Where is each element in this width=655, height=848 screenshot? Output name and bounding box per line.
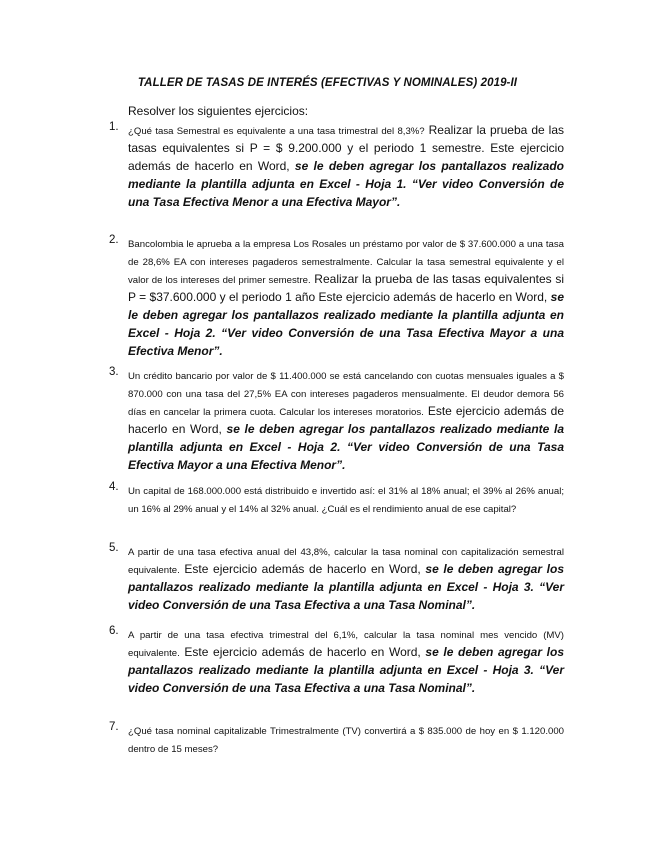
exercise-5 [109,542,565,614]
exercise-instructions: Este ejercicio además de hacerlo en Word, [179,562,426,576]
exercise-2 [109,234,564,360]
document-title: TALLER DE TASAS DE INTERÉS (EFECTIVAS Y NOMINALES) 2019-II [137,77,518,89]
exercise-statement: ¿Qué tasa Semestral es equivalente a una tasa trimestral del 8,3%? [128,126,425,137]
exercise-statement: Bancolombia le aprueba a la empresa Los Rosales un préstamo por valor de $ 37.600.000 a una tasa de 28,6% EA con intereses pagaderos semestralmente. Calcular la tasa semestral equivalente y el valor de los intereses del primer semestre. [128,239,564,286]
exercise-instructions: Este ejercicio además de hacerlo en Word, [128,404,564,436]
exercise-1 [109,121,564,211]
exercise-excel-note: se le deben agregar los pantallazos realizado mediante la plantilla adjunta en Excel - Hoja 2. “Ver video Conversión de una Tasa Efectiva Mayor a una Efectiva Menor”. [128,422,564,472]
exercise-4 [109,481,564,517]
exercise-instructions: Realizar la prueba de las tasas equivalentes si P = $37.600.000 y el periodo 1 año Este ejercicio además de hacerlo en Word, [128,272,564,304]
exercise-instructions: Realizar la prueba de las tasas equivalentes si P = $ 9.200.000 y el periodo 1 semestre. Este ejercicio además de hacerlo en Word, [128,123,564,173]
exercise-excel-note: se le deben agregar los pantallazos realizado mediante la plantilla adjunta en Excel - Hoja 3. “Ver video Conversión de una Tasa Efectiva a una Tasa Nominal”. [128,562,565,612]
exercise-6 [109,625,565,697]
exercise-statement: Un capital de 168.000.000 está distribuido e invertido así: el 31% al 18% anual; el 39% al 26% anual; un 16% al 29% anual y el 14% al 32% anual. ¿Cuál es el rendimiento anual de ese capital? [128,486,564,515]
exercise-7 [109,721,564,757]
exercise-number: 4. [109,481,119,493]
exercise-number: 5. [109,542,119,554]
exercise-statement: A partir de una tasa efectiva anual del 43,8%, calcular la tasa nominal con capitalización semestral equivalente. [128,547,564,576]
exercise-statement: ¿Qué tasa nominal capitalizable Trimestralmente (TV) convertirá a $ 835.000 de hoy en $ 1.120.000 dentro de 15 meses? [128,726,564,755]
exercise-number: 1. [109,121,119,133]
exercise-instructions: Este ejercicio además de hacerlo en Word, [179,645,426,659]
exercise-excel-note: se le deben agregar los pantallazos realizado mediante la plantilla adjunta en Excel - Hoja 3. “Ver video Conversión de una Tasa Efectiva a una Tasa Nominal”. [128,645,565,695]
exercise-number: 3. [109,366,119,378]
exercise-statement: Un crédito bancario por valor de $ 11.400.000 se está cancelando con cuotas mensuales iguales a $ 870.000 con una tasa del 27,5% EA con intereses pagaderos mensualmente. El deudor demora 56 días en cancelar la primera cuota. Calcular los intereses moratorios. [128,371,564,418]
exercise-statement: A partir de una tasa efectiva trimestral del 6,1%, calcular la tasa nominal mes vencido (MV) equivalente. [128,630,564,659]
exercise-number: 7. [109,721,119,733]
exercise-number: 6. [109,625,119,637]
exercise-excel-note: se le deben agregar los pantallazos realizado mediante la plantilla adjunta en Excel - Hoja 2. “Ver video Conversión de una Tasa Efectiva Mayor a una Efectiva Menor”. [128,290,564,358]
exercise-3 [109,366,564,474]
exercise-excel-note: se le deben agregar los pantallazos realizado mediante la plantilla adjunta en Excel - Hoja 1. “Ver video Conversión de una Tasa Efectiva Menor a una Efectiva Mayor”. [128,159,564,209]
exercise-number: 2. [109,234,119,246]
instructions-text: Resolver los siguientes ejercicios: [128,104,309,118]
